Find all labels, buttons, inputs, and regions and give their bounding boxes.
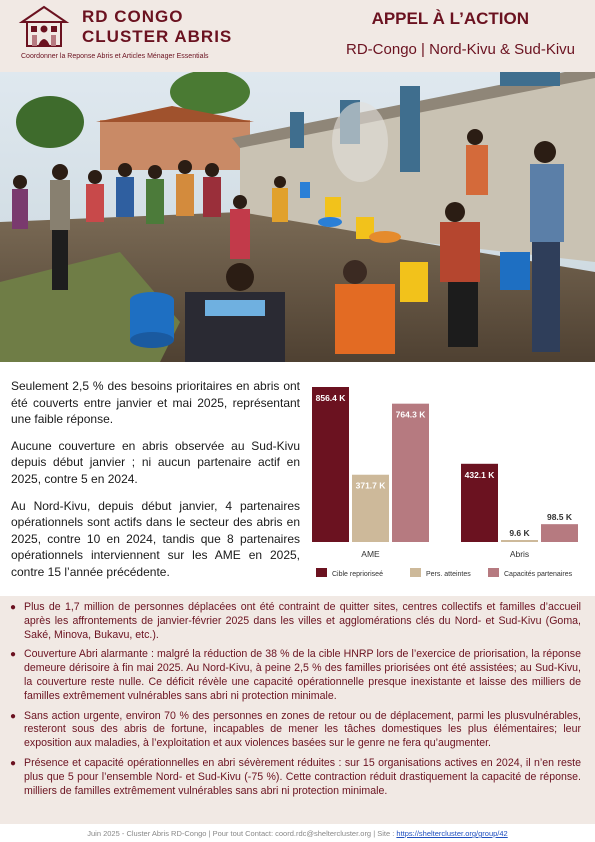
bar-data-label: 371.7 K (355, 480, 386, 491)
legend-swatch (410, 568, 421, 577)
key-message-item (10, 601, 581, 642)
website-link[interactable]: https://sheltercluster.org/group/42 (396, 829, 508, 838)
intro-paragraph: Au Nord-Kivu, depuis début janvier, 4 partenaires opérationnels sont actifs dans le secteur des abris en 2025, contre 10 en 2024, tandis que 8 partenaires opérationnels interviennent sur les AME en 2025, contre 15 l’année précédente. (11, 498, 300, 579)
intro-paragraph: Seulement 2,5 % des besoins prioritaires en abris ont été couverts entre janvier et mai 2025, représentant une faible réponse. (11, 379, 300, 427)
chart-canvas (306, 380, 591, 580)
bar-abris-2 (541, 524, 578, 542)
header (0, 0, 595, 72)
footer-text: Juin 2025 - Cluster Abris RD-Congo | Pour tout Contact: coord.rdc@sheltercluster.org | Site : (87, 829, 397, 838)
page-subtitle: RD-Congo | Nord-Kivu & Sud-Kivu (346, 41, 575, 58)
brand-name-line2: CLUSTER ABRIS (82, 27, 233, 46)
legend-label: Pers. atteintes (426, 571, 471, 578)
key-message-item (10, 710, 581, 751)
key-message-text: Plus de 1,7 million de personnes déplacées ont été contraint de quitter sites, centres collectifs et familles d’accueil après les affrontements de janvier-février 2025 dans les villes et agglomérations clés du Nord- et Sud-Kivu (Goma, Saké, Minova, Bukavu, etc.). (24, 601, 581, 641)
brand-name-line1: RD CONGO (82, 7, 184, 26)
brand-tagline: Coordonner la Reponse Abris et Articles Ménager Essentials (21, 53, 209, 60)
category-label: Abris (509, 549, 530, 559)
bar-data-label: 856.4 K (315, 393, 346, 403)
legend-label: Capacités partenaires (504, 571, 573, 578)
key-message-text: Couverture Abri alarmante : malgré la réduction de 38 % de la cible HNRP lors de l’exercice de priorisation, la réponse demeure dérisoire à fin mai 2025. Au Nord-Kivu, à peine 2,5 % des familles priorisées ont été assistées; au Sud-Kivu, la couverture reste nulle. Ce déficit révèle une capacité opérationnelle presque inexistante et laisse des milliers de familles extrêmement vulnérables sans abri ni protection minimale. (24, 648, 581, 702)
bar-abris-1 (501, 540, 538, 542)
footer (0, 829, 595, 838)
bullet-icon: ● (10, 757, 17, 769)
legend-label: Cible reprioriseé (332, 571, 383, 578)
intro-text (11, 378, 300, 591)
category-label: AME (361, 549, 380, 559)
bar-ame-2 (392, 404, 429, 542)
legend-swatch (488, 568, 499, 577)
bullet-icon: ● (10, 602, 17, 613)
key-message-text: Sans action urgente, environ 70 % des personnes en zones de retour ou de déplacement, parmi les plusvulnérables, resteront sous des abris de fortune, incapables de mener les tâches domestiques les plus élémentaires; leur exposition aux maladies, à l’exploitation et aux violences basées sur le genre ne fera qu’augmenter. (24, 709, 581, 750)
bar-data-label: 764.3 K (395, 409, 426, 420)
bar-data-label: 98.5 K (546, 512, 573, 523)
key-messages-panel (0, 596, 595, 824)
cluster-logo-icon (18, 4, 70, 48)
coverage-bar-chart (306, 380, 591, 580)
key-message-item (10, 757, 581, 798)
bar-data-label: 9.6 K (509, 528, 530, 538)
key-message-item (10, 648, 581, 703)
bar-ame-0 (312, 387, 349, 542)
intro-paragraph: Aucune couverture en abris observée au Sud-Kivu depuis début janvier ; ni aucun partenaire actif en 2025, contre 5 en 2024. (11, 438, 300, 486)
bullet-icon: ● (10, 710, 17, 722)
legend-swatch (316, 568, 327, 577)
key-message-text: Présence et capacité opérationnelles en abri sévèrement réduites : sur 15 organisations actives en 2024, il n’en reste plus que 5 pour l’ensemble Nord- et Sud-Kivu (-75 %). Cette contraction réduit drastiquement la capacité de réponse. milliers de familles extrêmement vulnérables sans abri ni protection minimale. (24, 756, 581, 797)
bullet-icon: ● (10, 649, 17, 661)
bar-data-label: 432.1 K (464, 469, 495, 480)
page-title: APPEL À L’ACTION (371, 9, 529, 28)
displacement-camp-photo (0, 72, 595, 362)
